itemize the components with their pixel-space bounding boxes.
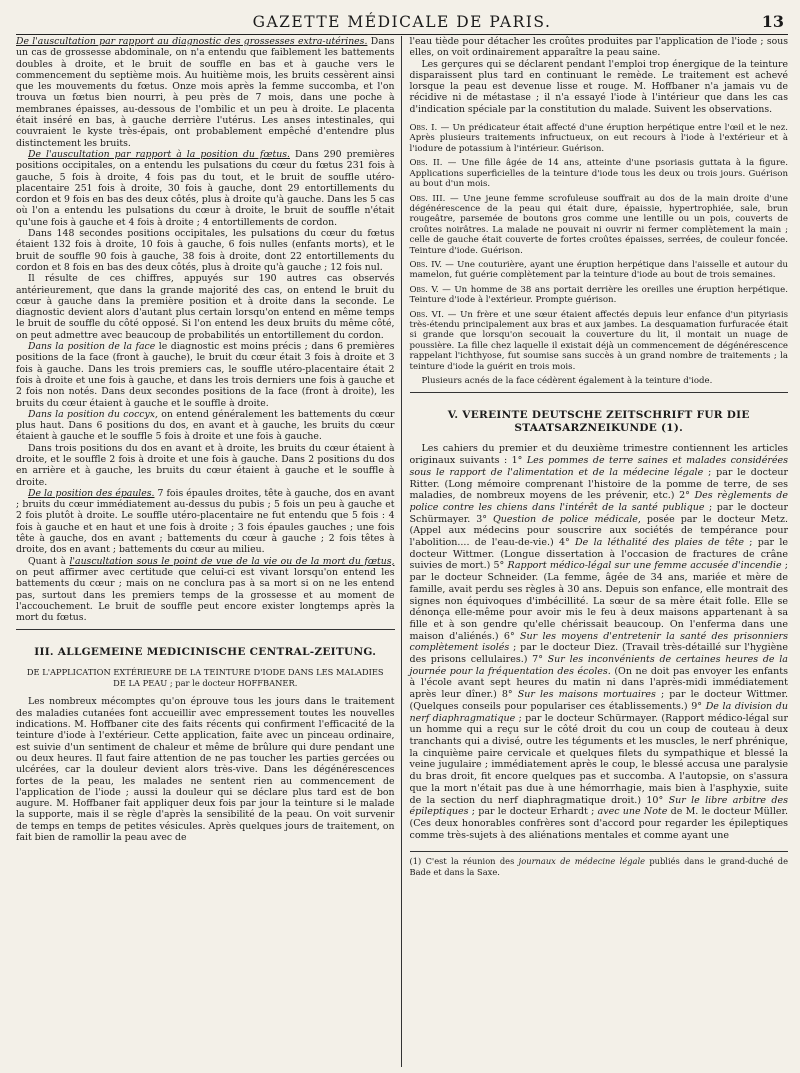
article-reference-title: Sur les inconvénients de certaines heures de la journée pour la fréquentation des écoles bbox=[409, 654, 788, 677]
article-title: DE L'APPLICATION EXTÉRIEURE DE LA TEINTURE D'IODE DANS LES MALADIES DE LA PEAU ; par le docteur HOFFBANER. bbox=[26, 667, 384, 688]
paragraph-lead: De l'auscultation par rapport au diagnostic des grossesses extra-utérines. bbox=[16, 36, 368, 47]
paragraph bbox=[16, 488, 395, 556]
article-body-text: Les cahiers du premier et du deuxième trimestre contiennent les articles originaux suivants : 1° bbox=[409, 443, 788, 467]
observation-item bbox=[410, 260, 789, 281]
paragraph-text: on entend généralement les battements du cœur plus haut. Dans 6 positions du dos, en avant et à gauche, les bruits du cœur étaient à gauche et le souffle 5 fois à droite et une fois à gauche. bbox=[16, 408, 395, 443]
footnote-italic: journaux de médecine légale bbox=[518, 856, 646, 867]
observation-item bbox=[410, 158, 789, 189]
section-title: III. ALLGEMEINE MEDICINISCHE CENTRAL-ZEITUNG. bbox=[34, 646, 377, 659]
article-body-text: ; par le docteur Wittmer. (Longue dissertation à l'occasion de fractures de crâne suivies de mort.) 5° bbox=[409, 537, 788, 572]
paragraph-text: le diagnostic est moins précis ; dans 6 premières positions de la face (front à gauche), le bruit du cœur était 3 fois à droite et 3 fois à gauche. Dans les trois premiers cas, le souffle utéro-placentaire était 2 fois à droite et une fois à gauche, et dans les trois derniers une fois à gauche et 2 fois non notés. Dans deux secondes positions de la face (front à droite), les bruits du cœur étaient à gauche et le souffle à droite. bbox=[16, 341, 395, 409]
paragraph-text: Quant à bbox=[28, 555, 70, 567]
paragraph-lead: l'auscultation sous le point de vue de la vie ou de la mort du fœtus, bbox=[69, 555, 395, 567]
journal-title: GAZETTE MÉDICALE DE PARIS. bbox=[252, 13, 552, 31]
paragraph: Dans trois positions du dos en avant et à droite, les bruits du cœur étaient à droite, et le souffle 2 fois à droite et une fois à gauche. Dans 2 positions du dos en arrière et à gauche, les bruits du cœur étaient à gauche et le souffle à droite. bbox=[16, 442, 395, 488]
paragraph-lead: De l'auscultation par rapport à la position du fœtus. bbox=[28, 148, 290, 160]
article-reference-title: De la division du nerf diaphragmatique bbox=[409, 700, 788, 724]
observation-label: Obs. II. bbox=[409, 158, 443, 169]
article-body-text: ; par le docteur Schneider. (La femme, âgée de 34 ans, mariée et mère de famille, avait perdu ses règles à 30 ans. Depuis son enfance, elle montrait des signes non équivoques d'imbécillité. La sœur de sa mère était folle. Elle se dénonça elle-même pour avoir mis le feu à deux maisons appartenant à sa fille et à son gendre qu'elle chérissait beaucoup. On l'enferma dans une maison d'aliénés.) 6° bbox=[409, 560, 788, 642]
article-reference-title: avec une Note bbox=[597, 806, 668, 818]
observation-label: Obs. I. bbox=[409, 123, 438, 134]
article-body bbox=[410, 443, 789, 841]
article-reference-title: Rapport médico-légal sur une femme accusée d'incendie bbox=[507, 560, 782, 572]
paragraph: Dans 148 secondes positions occipitales, les pulsations du cœur du fœtus étaient 132 fois à droite, 10 fois à gauche, 6 fois nulles (enfants morts), et le bruit de souffle 90 fois à gauche, 38 fois à droite, dont 22 entortillements du cordon et 8 fois en bas des deux côtés, plus à droite qu'à gauche ; 12 fois nul. bbox=[16, 228, 395, 273]
observation-label: Obs. IV. bbox=[409, 259, 442, 270]
article-body-text: ; par le docteur Schürmayer. 3° bbox=[409, 501, 788, 525]
paragraph bbox=[16, 409, 395, 443]
article-body-text: ; par le docteur Schürmayer. (Rapport médico-légal sur un homme qui a reçu sur le côté droit du cou un coup de couteau à deux tranchants qui a divisé, outre les téguments et les muscles, le nerf phrénique, la cinquième paire cervicale et quelques filets du sympathique et blessé la veine jugulaire ; immédiatement après le coup, le blessé accusa une paralysie du bras droit, fit encore quelques pas et succomba. A l'autopsie, on s'assura que la mort n'était pas due à une hémorrhagie, mais bien à l'asphyxie, suite de la section du nerf diaphragmatique droit.) 10° bbox=[409, 712, 788, 806]
paragraph-lead: Dans la position du coccyx, bbox=[28, 408, 158, 420]
article-reference-title: Question de police médicale bbox=[493, 513, 638, 525]
article-reference-title: Les pommes de terre saines et malades considérées sous le rapport de l'alimentation et de la médecine légale bbox=[409, 455, 788, 478]
article-reference-title: De la léthalité des plaies de tête bbox=[575, 537, 744, 549]
observation-item bbox=[410, 310, 789, 372]
paragraph: Il résulte de ces chiffres, appuyés sur 190 autres cas observés antérieurement, que dans la grande majorité des cas, on entend le bruit du cœur à gauche dans la première position et à droite dans la seconde. Le diagnostic devient alors d'autant plus certain lorsqu'on entend en même temps le bruit de souffle du côté opposé. Si l'on entend les deux bruits du même côté, on peut admettre avec beaucoup de probabilités un entortillement du cordon. bbox=[16, 273, 395, 341]
article-body-text: ; par le docteur Wittmer. (Quelques conseils pour populariser ces établissements.) 9° bbox=[409, 689, 788, 712]
paragraph-lead: De la position des épaules. bbox=[28, 487, 155, 499]
paragraph bbox=[16, 341, 395, 409]
article-body-text: ; par le docteur Diez. (Travail très-détaillé sur l'hygiène des prisons cellulaires.) 7° bbox=[409, 642, 788, 666]
observation-item bbox=[410, 123, 789, 154]
section-title: V. VEREINTE DEUTSCHE ZEITSCHRIFT FUR DIE STAATSARZNEIKUNDE (1). bbox=[447, 409, 750, 435]
observation-item bbox=[410, 285, 789, 306]
paragraph: l'eau tiède pour détacher les croûtes produites par l'application de l'iode ; sous elles, on voit ordinairement apparaître la peau saine. bbox=[409, 36, 788, 59]
article-body-text: ; par le docteur Ritter. (Long mémoire comprenant l'histoire de la pomme de terre, de ses maladies, de nombreux moyens de les prévenir, etc.) 2° bbox=[409, 466, 788, 502]
article-reference-title: Sur le libre arbitre des épileptiques bbox=[409, 794, 788, 818]
paragraph-lead: Dans la position de la face bbox=[28, 341, 156, 353]
text-columns bbox=[16, 36, 788, 1067]
paragraph bbox=[16, 36, 395, 149]
paragraph: Les nombreux mécomptes qu'on éprouve tous les jours dans le traitement des maladies cutanées font accueillir avec empressement toutes les nouvelles indications. M. Hoffbaner cite des faits récents qui confirment l'efficacité de la teinture d'iode à l'extérieur. Cette application, faite avec un pinceau ordinaire, est suivie d'un sentiment de chaleur et même de brûlure qui dure pendant une ou deux heures. Il faut faire attention de ne pas toucher les parties gercées ou ulcérées, car la douleur devient alors très-vive. Dans les dégénérescences fortes de la peau, les malades ne sentent rien au commencement de l'application de l'iode ; aussi la douleur qui se déclare plus tard est de bon augure. M. Hoffbaner fait appliquer deux fois par jour la teinture si le malade la supporte, mais il se règle d'après la sensibilité de la peau. On voit survenir de temps en temps de petites vésicules. Après quelques jours de traitement, on fait bien de ramollir la peau avec de bbox=[16, 696, 395, 843]
section-divider bbox=[410, 392, 789, 435]
article-reference-title: Sur les moyens d'entretenir la santé des prisonniers complètement isolés bbox=[409, 630, 788, 654]
paragraph: Les gerçures qui se déclarent pendant l'emploi trop énergique de la teinture disparaissent plus tard en continuant le remède. Le traitement est achevé lorsque la peau est devenue lisse et rouge. M. Hoffbaner n'a jamais vu de récidive ni de métastase ; il n'a essayé l'iode à l'intérieur que dans les cas d'indication spéciale par la constitution du malade. Suivent les observations. bbox=[409, 58, 788, 115]
observation-text: — Une jeune femme scrofuleuse souffrait au dos de la main droite d'une dégénérescence de la peau qui était dure, épaissie, hypertrophiée, sale, brun rougeâtre, parsemée de boutons gros comme une lentille ou un pois, couverts de croûtes noirâtres. La malade ne pouvait ni ouvrir ni fermer complètement la main ; celle de gauche était couverte de fortes croûtes épaisses, serrées, de couleur foncée. Teinture d'iode. Guérison. bbox=[409, 193, 788, 256]
paragraph-text: Dans 290 premières positions occipitales, on a entendu les pulsations du cœur du fœtus 231 fois à gauche, 5 fois à droite, 4 fois pas du tout, et le bruit de souffle utéro-placentaire 251 fois à droite, 30 fois à gauche, dont 29 entortillements du cordon et 9 fois en bas des deux côtés, plus à droite qu'à gauche. Dans les 5 cas où l'on a entendu les pulsations du cœur à droite, le bruit de souffle n'était qu'une fois à gauche et 4 fois à droite ; 4 entortillements de cordon. bbox=[16, 148, 395, 228]
paragraph: Plusieurs acnés de la face cédèrent également à la teinture d'iode. bbox=[421, 376, 713, 387]
article-body-text: , posée par le docteur Metz. (Appel aux médecins pour souscrire aux sociétés de tempérance pour l'abolition.... de l'eau-de-vie.) 4° bbox=[409, 513, 788, 549]
article-body-text: . (On ne doit pas envoyer les enfants à l'école avant sept heures du matin ni dans l'après-midi immédiatement après leur dîner.) 8° bbox=[409, 665, 788, 701]
observation-text: — Une couturière, ayant une éruption herpétique dans l'aisselle et autour du mamelon, fut guérie complètement par la teinture d'iode au bout de trois semaines. bbox=[409, 259, 788, 281]
page-header bbox=[16, 8, 788, 35]
section-divider bbox=[16, 629, 395, 688]
paragraph-text: Dans un cas de grossesse abdominale, on n'a entendu que faiblement les battements doubles à droite, et le bruit de souffle en bas et à gauche vers le commencement du septième mois. Au huitième mois, les bruits cessèrent ainsi que les mouvements du fœtus. Onze mois après la femme succomba, et l'on trouva un fœtus bien nourri, à peu près de 7 mois, dans une poche à membranes épaisses, au-dessous de l'ombilic et un peu à droite. Le placenta était inséré en bas, à gauche derrière l'utérus. Les anses intestinales, qui couvraient le kyste très-épais, ont probablement empêché d'entendre plus distinctement les bruits. bbox=[16, 36, 395, 149]
paragraph-text: 7 fois épaules droites, tête à gauche, dos en avant ; bruits du cœur immédiatement au-dessus du pubis ; 5 fois un peu à gauche et 2 fois plutôt à droite. Le souffle utéro-placentaire ne fut entendu que 5 fois : 4 fois à gauche et en haut et une fois à droite ; 3 fois épaules gauches ; une fois tête à gauche, dos en avant ; battements du cœur à gauche ; 2 fois têtes à droite, dos en avant ; battements du cœur au milieu. bbox=[16, 487, 395, 556]
observation-text: — Une fille âgée de 14 ans, atteinte d'une psoriasis guttata à la figure. Applications superficielles de la teinture d'iode tous les deux ou trois jours. Guérison au bout d'un mois. bbox=[409, 158, 788, 190]
paragraph-text: on peut affirmer avec certitude que celui-ci est vivant lorsqu'on entend les battements du cœur ; mais on ne conclura pas à sa mort si on ne les entend pas, surtout dans les premiers temps de la grossesse et au moment de l'accouchement. Le bruit de souffle peut encore exister longtemps après la mort du fœtus. bbox=[16, 566, 395, 624]
observation-label: Obs. VI. bbox=[409, 309, 444, 320]
left-column bbox=[16, 36, 401, 1067]
article-body-text: de M. le docteur Müller. (Ces deux honorables confrères sont d'accord pour regarder les épileptiques comme très-sujets à des aliénations mentales et comme ayant une bbox=[409, 806, 788, 841]
observation-text: — Un prédicateur était affecté d'une éruption herpétique entre l'œil et le nez. Après plusieurs traitements infructueux, on eut recours à l'iode à l'extérieur et à l'iodure de potassium à l'intérieur. Guérison. bbox=[409, 123, 788, 154]
article-reference-title: Sur les maisons mortuaires bbox=[517, 689, 656, 701]
footnote bbox=[410, 851, 789, 876]
paragraph bbox=[16, 556, 395, 624]
observation-text: — Un frère et une sœur étaient affectés depuis leur enfance d'un pityriasis très-étendu principalement aux bras et aux jambes. La desquamation furfuracée était si grande que lorsqu'on secouait la couverture du lit, il montait un nuage de poussière. La fille chez laquelle il existait déjà un commencement de dégénérescence rappelant l'ichthyose, fut soumise sans succès à un grand nombre de traitements ; la teinture d'iode la guérit en trois mois. bbox=[409, 309, 788, 372]
page-number: 13 bbox=[761, 12, 784, 31]
article-reference-title: Des règlements de police contre les chiens dans l'intérêt de la santé publique bbox=[409, 490, 788, 513]
right-column bbox=[401, 36, 789, 1067]
observation-label: Obs. III. bbox=[409, 193, 446, 204]
observation-label: Obs. V. bbox=[409, 284, 439, 295]
observation-item bbox=[410, 194, 789, 256]
paragraph bbox=[16, 149, 395, 228]
footnote-text: publiés dans le grand-duché de Bade et dans la Saxe. bbox=[409, 856, 788, 877]
observation-text: — Un homme de 38 ans portait derrière les oreilles une éruption herpétique. Teinture d'iode à l'extérieur. Prompte guérison. bbox=[409, 284, 788, 306]
footnote-text: (1) C'est la réunion des bbox=[409, 856, 519, 867]
article-body-text: ; par le docteur Erhardt ; bbox=[468, 806, 598, 818]
